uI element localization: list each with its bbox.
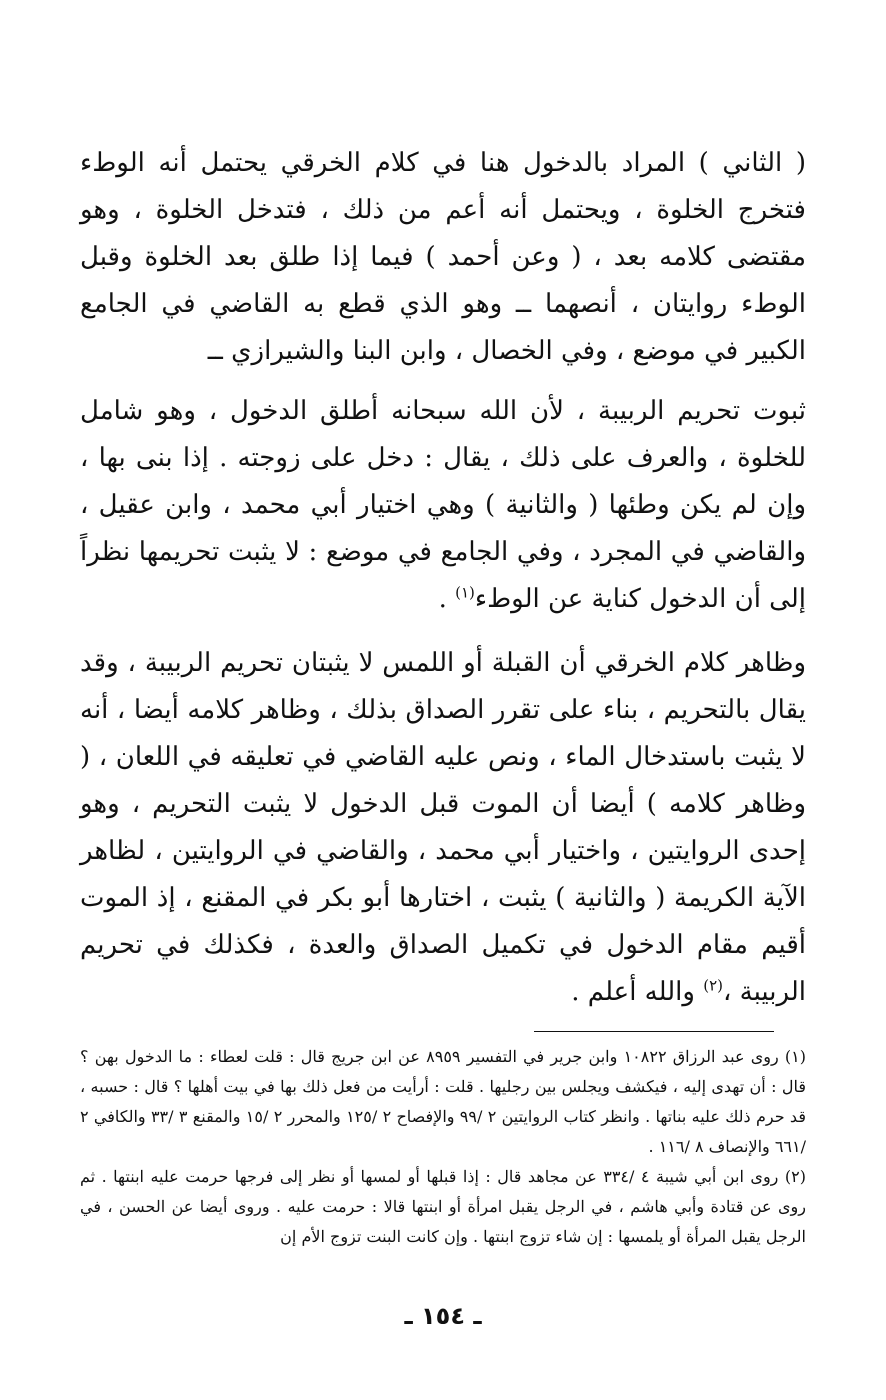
paragraph-3-body: وظاهر كلام الخرقي أن القبلة أو اللمس لا يثبتان تحريم الربيبة ، وقد يقال بالتحريم ، بناء على تقرر الصداق بذلك ، وظاهر كلامه أيضا ، أنه لا يثبت باستدخال الماء ، ونص عليه القاضي في تعليقه في اللعان ، ( وظاهر كلامه ) أيضا أن الموت قبل الدخول لا يثبت التحريم ، وهو إحدى الروايتين ، واختيار أبي محمد ، والقاضي في الروايتين ، لظاهر الآية الكريمة ( والثانية ) يثبت ، اختارها أبو بكر في المقنع ، إذ الموت أقيم مقام الدخول في تكميل الصداق والعدة ، فكذلك في تحريم الربيبة ، [80, 648, 806, 1007]
footnote-ref-1[interactable]: (١) [455, 583, 475, 602]
paragraph-3 [80, 640, 806, 1016]
paragraph-1 [80, 140, 806, 375]
paragraph-2-body: ثبوت تحريم الربيبة ، لأن الله سبحانه أطلق الدخول ، وهو شامل للخلوة ، والعرف على ذلك ، يقال : دخل على زوجته . إذا بنى بها ، وإن لم يكن وطئها ( والثانية ) وهي اختيار أبي محمد ، وابن عقيل ، والقاضي في المجرد ، وفي الجامع في موضع : لا يثبت تحريمها نظراً إلى أن الدخول كناية عن الوطء [80, 396, 806, 614]
paragraph-2 [80, 388, 806, 623]
paragraph-2-end: . [438, 584, 456, 614]
paragraph-3-end: والله أعلم . [571, 977, 704, 1007]
paragraph-2-text [80, 388, 806, 623]
footnote-separator [534, 1031, 774, 1032]
footnote-1: (١) روى عبد الرزاق ١٠٨٢٢ وابن جرير في التفسير ٨٩٥٩ عن ابن جريج قال : قلت لعطاء : ما الدخول بهن ؟ قال : أن تهدى إليه ، فيكشف ويجلس بين رجليها . قلت : أرأيت من فعل ذلك بها في بيت أهلها ؟ قال : حسبه ، قد حرم ذلك عليه بناتها . وانظر كتاب الروايتين ٢ /٩٩ والإفصاح ٢ /١٢٥ والمحرر ٢ /١٥ والمقنع ٣ /٣٣ والكافي ٢ /٦٦١ والإنصاف ٨ /١١٦ . [80, 1047, 807, 1156]
paragraph-3-text [80, 640, 806, 1016]
footnotes [80, 1042, 806, 1252]
footnote-2: (٢) روى ابن أبي شيبة ٤ /٣٣٤ عن مجاهد قال : إذا قبلها أو لمسها أو نظر إلى فرجها حرمت عليه ابنتها . ثم روى عن قتادة وأبي هاشم ، في الرجل يقبل امرأة أو ابنتها قالا : حرمت عليه . وروى أيضا عن الحسن ، في الرجل يقبل المرأة أو يلمسها : إن شاء تزوج ابنتها . وإن كانت البنت تزوج الأم إن [80, 1167, 806, 1246]
footnote-ref-2[interactable]: (٢) [703, 976, 723, 995]
paragraph-1-text: ( الثاني ) المراد بالدخول هنا في كلام الخرقي يحتمل أنه الوطء فتخرج الخلوة ، ويحتمل أنه أعم من ذلك ، فتدخل الخلوة ، وهو مقتضى كلامه بعد ، ( وعن أحمد ) فيما إذا طلق بعد الخلوة وقبل الوطء روايتان ، أنصهما ــ وهو الذي قطع به القاضي في الجامع الكبير في موضع ، وفي الخصال ، وابن البنا والشيرازي ــ [80, 148, 806, 366]
page-number: ـ ١٥٤ ـ [404, 1302, 482, 1330]
